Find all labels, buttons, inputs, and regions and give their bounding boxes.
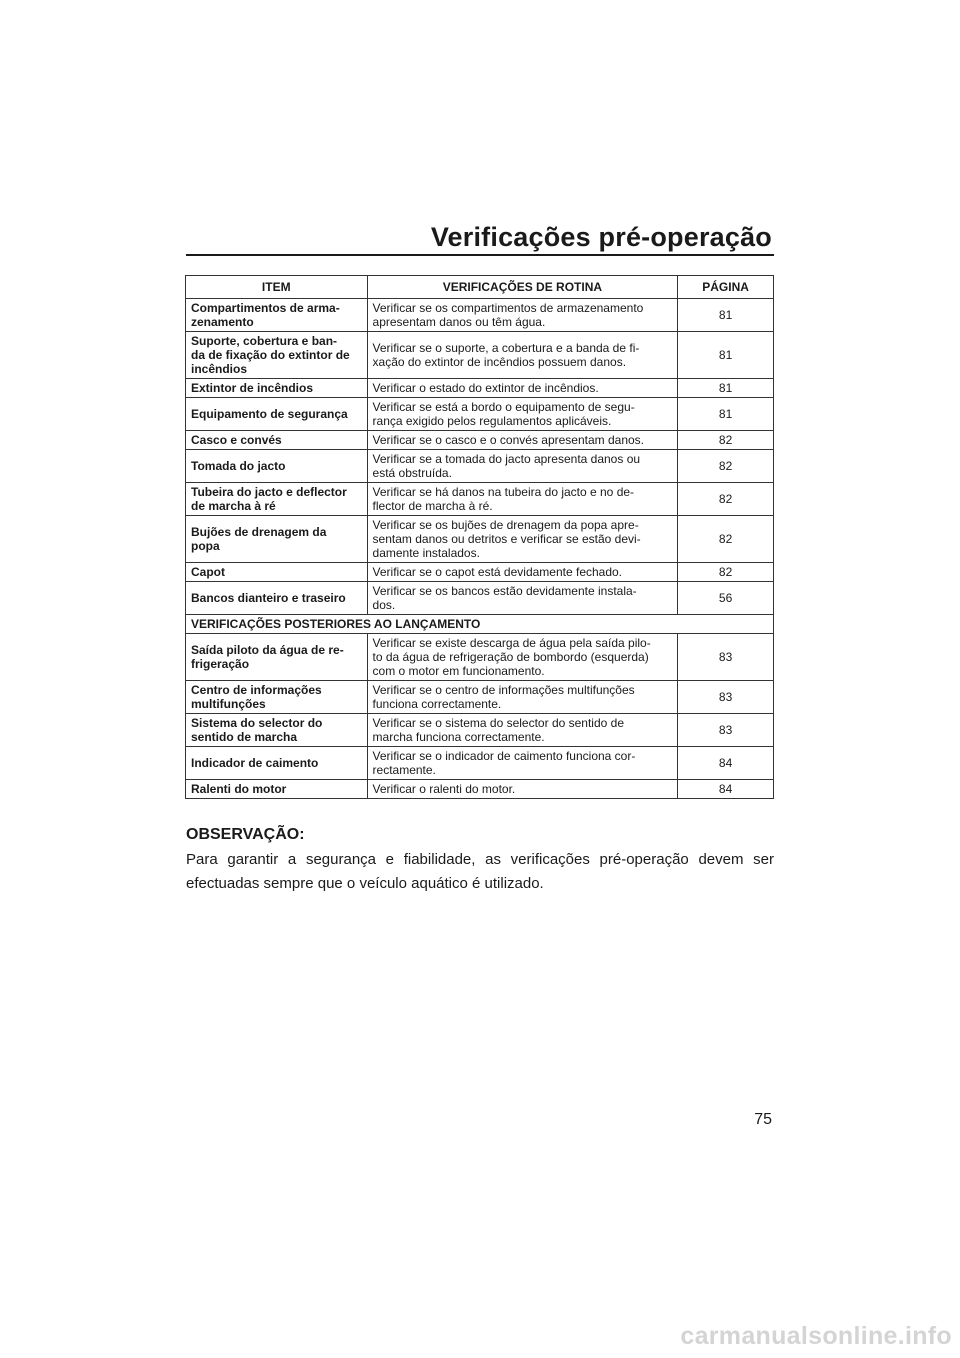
- row-item: Extintor de incêndios: [186, 379, 368, 398]
- row-page: 81: [678, 379, 774, 398]
- table-header-row: [186, 276, 774, 299]
- table-row: [186, 681, 774, 714]
- title-divider: [186, 254, 774, 256]
- row-item: Sistema do selector do sentido de marcha: [186, 714, 368, 747]
- note-title: OBSERVAÇÃO:: [186, 826, 305, 843]
- row-check: Verificar se o capot está devidamente fechado.: [367, 563, 678, 582]
- row-page: 84: [678, 747, 774, 780]
- table-row: [186, 563, 774, 582]
- row-page: 84: [678, 780, 774, 799]
- row-check: Verificar o estado do extintor de incêndios.: [367, 379, 678, 398]
- row-item: Bancos dianteiro e traseiro: [186, 582, 368, 615]
- checks-table: [185, 275, 774, 799]
- row-item: Compartimentos de arma- zenamento: [186, 299, 368, 332]
- page-title: Verificações pré-operação: [430, 222, 772, 252]
- row-item: Indicador de caimento: [186, 747, 368, 780]
- row-check: Verificar se o indicador de caimento funciona cor- rectamente.: [367, 747, 678, 780]
- row-item: Capot: [186, 563, 368, 582]
- table-row: [186, 299, 774, 332]
- table-row: [186, 780, 774, 799]
- row-item: Saída piloto da água de re- frigeração: [186, 634, 368, 681]
- row-item: Tomada do jacto: [186, 450, 368, 483]
- row-item: Bujões de drenagem da popa: [186, 516, 368, 563]
- row-item: Centro de informações multifunções: [186, 681, 368, 714]
- row-page: 81: [678, 398, 774, 431]
- row-check: Verificar se o casco e o convés apresentam danos.: [367, 431, 678, 450]
- table-row: [186, 582, 774, 615]
- row-check: Verificar se há danos na tubeira do jacto e no de- flector de marcha à ré.: [367, 483, 678, 516]
- row-check: Verificar se o sistema do selector do sentido de marcha funciona correctamente.: [367, 714, 678, 747]
- row-page: 83: [678, 714, 774, 747]
- row-check: Verificar se o suporte, a cobertura e a banda de fi- xação do extintor de incêndios possuem danos.: [367, 332, 678, 379]
- row-page: 56: [678, 582, 774, 615]
- row-check: Verificar se os bancos estão devidamente instala- dos.: [367, 582, 678, 615]
- section-title: VERIFICAÇÕES POSTERIORES AO LANÇAMENTO: [186, 615, 774, 634]
- row-item: Ralenti do motor: [186, 780, 368, 799]
- section-row: [186, 615, 774, 634]
- row-item: Casco e convés: [186, 431, 368, 450]
- row-page: 82: [678, 563, 774, 582]
- header-item: ITEM: [186, 276, 368, 299]
- table-row: [186, 516, 774, 563]
- note-text: Para garantir a segurança e fiabilidade, as verificações pré-operação devem ser efectuadas sempre que o veículo aquático é utilizado.: [186, 851, 774, 892]
- row-check: Verificar se os bujões de drenagem da popa apre- sentam danos ou detritos e verificar se estão devi- damente instalados.: [367, 516, 678, 563]
- table-row: [186, 431, 774, 450]
- table-row: [186, 332, 774, 379]
- header-page: PÁGINA: [678, 276, 774, 299]
- row-page: 82: [678, 516, 774, 563]
- table-row: [186, 634, 774, 681]
- page-number: 75: [754, 1111, 772, 1128]
- table-row: [186, 714, 774, 747]
- row-page: 83: [678, 634, 774, 681]
- row-page: 82: [678, 483, 774, 516]
- row-check: Verificar se o centro de informações multifunções funciona correctamente.: [367, 681, 678, 714]
- watermark: carmanualsonline.info: [680, 1322, 952, 1350]
- row-page: 83: [678, 681, 774, 714]
- row-check: Verificar se os compartimentos de armazenamento apresentam danos ou têm água.: [367, 299, 678, 332]
- header-check: VERIFICAÇÕES DE ROTINA: [367, 276, 678, 299]
- row-check: Verificar se a tomada do jacto apresenta danos ou está obstruída.: [367, 450, 678, 483]
- row-check: Verificar se está a bordo o equipamento de segu- rança exigido pelos regulamentos aplicáveis.: [367, 398, 678, 431]
- table-row: [186, 483, 774, 516]
- table-row: [186, 450, 774, 483]
- row-check: Verificar o ralenti do motor.: [367, 780, 678, 799]
- table-row: [186, 398, 774, 431]
- row-page: 81: [678, 332, 774, 379]
- row-page: 82: [678, 450, 774, 483]
- row-page: 82: [678, 431, 774, 450]
- row-page: 81: [678, 299, 774, 332]
- table-row: [186, 379, 774, 398]
- row-check: Verificar se existe descarga de água pela saída pilo- to da água de refrigeração de bombordo (esquerda) com o motor em funcionamento.: [367, 634, 678, 681]
- row-item: Equipamento de segurança: [186, 398, 368, 431]
- table-row: [186, 747, 774, 780]
- row-item: Suporte, cobertura e ban- da de fixação do extintor de incêndios: [186, 332, 368, 379]
- row-item: Tubeira do jacto e deflector de marcha à ré: [186, 483, 368, 516]
